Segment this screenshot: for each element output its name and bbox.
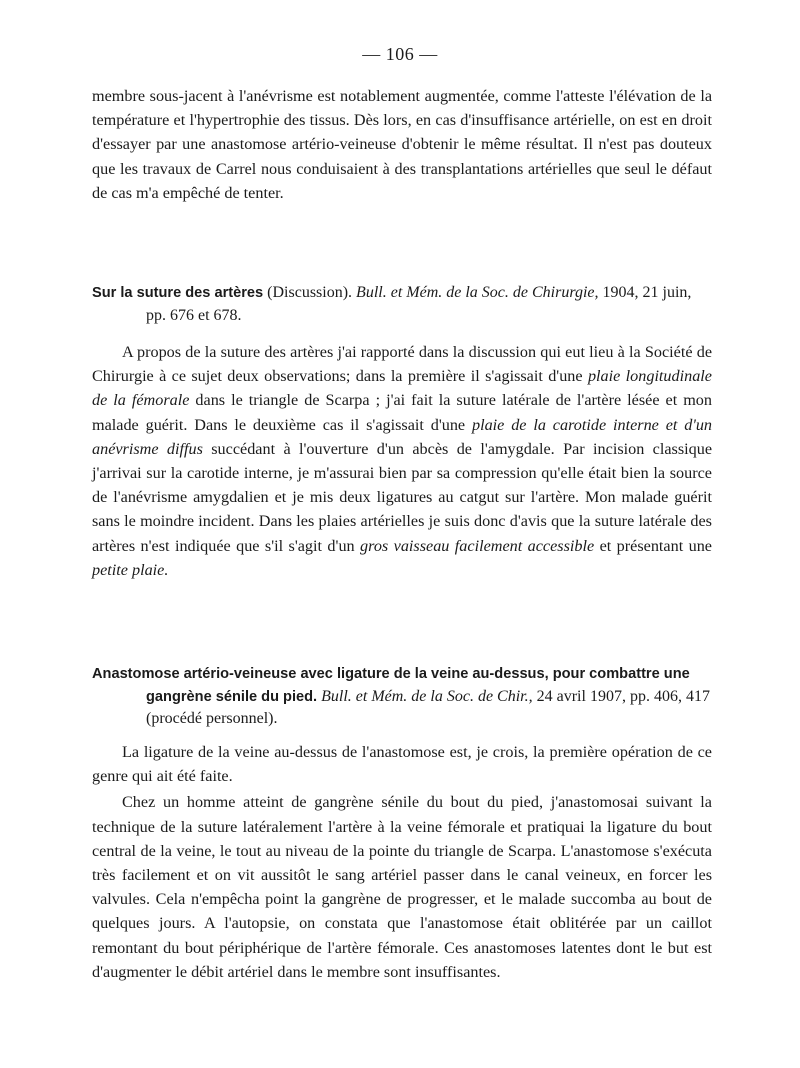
page-number: — 106 —	[362, 44, 438, 64]
section1-text-part1: A propos de la suture des artères j'ai rapporté dans la discussion qui eut lieu à la Société de Chirurgie à ce sujet deux observations; dans la première il s'agissait d'une	[92, 343, 712, 386]
section2-reference-details: 24 avril 1907, pp. 406, 417 (procédé personnel).	[146, 687, 710, 727]
section2-heading-text	[92, 663, 712, 731]
section1-title-suffix: (Discussion).	[263, 284, 357, 301]
section2-reference-journal: Bull. et Mém. de la Soc. de Chir.,	[321, 687, 533, 705]
section1-reference-journal: Bull. et Mém. de la Soc. de Chirurgie,	[356, 284, 599, 301]
section1-heading-text	[92, 282, 712, 327]
section1-reference-details: 1904, 21 juin, pp. 676 et 678.	[146, 284, 692, 324]
section1-paragraph	[92, 340, 712, 582]
intro-paragraph: membre sous-jacent à l'anévrisme est notablement augmentée, comme l'atteste l'élévation de la température et l'hypertrophie des tissus. Dès lors, en cas d'insuffisance artérielle, on est en droit d'essayer par une anastomose artério-veineuse d'obtenir le même résultat. Il n'est pas douteux que les travaux de Carrel nous conduisaient à des transplantations artérielles que seul le défaut de cas m'a empêché de tenter.	[92, 87, 712, 202]
section1-emphasis4: petite plaie.	[92, 560, 169, 579]
section1-emphasis1: plaie longitudinale de la fémorale	[92, 367, 712, 410]
section1-text-part3: succédant à l'ouverture d'un abcès de l'amygdale. Par incision classique j'arrivai sur la carotide interne, je m'assurai bien par sa compression qu'elle était bien la source de l'anévrisme amygdalien et je mis deux ligatures au catgut sur l'artère. Mon malade guérit sans le moindre incident. Dans les plaies artérielles je suis donc d'avis que la suture latérale des artères n'est indiquée que s'il s'agit d'un	[92, 439, 713, 555]
section1-text-part4: et présentant une	[594, 536, 712, 555]
section1-text-part2: dans le triangle de Scarpa ; j'ai fait la suture latérale de l'artère lésée et mon malade guérit. Dans le deuxième cas il s'agissait d'une	[92, 391, 712, 434]
section1-emphasis3: gros vaisseau facilement accessible	[360, 536, 595, 555]
section2-paragraph2: Chez un homme atteint de gangrène sénile du bout du pied, j'anastomosai suivant la technique de la suture latéralement l'artère à la veine fémorale et pratiquai la ligature du bout central de la veine, le tout au niveau de la pointe du triangle de Scarpa. L'anastomose s'exécuta très facilement et on vit aussitôt le sang artériel passer dans le canal veineux, en forcer les valvules. Cela n'empêcha point la gangrène de progresser, et le malade succomba au bout de quelques jours. A l'autopsie, on constata que l'anastomose était oblitérée par un caillot remontant du bout périphérique de l'artère fémorale. Ces anastomoses latentes dont le but est d'augmenter le débit artériel dans le membre sont insuffisantes.	[92, 793, 712, 981]
section1-heading	[92, 282, 712, 327]
section1-body	[92, 340, 712, 582]
intro-paragraph-block	[92, 84, 712, 205]
section2-heading	[92, 663, 712, 731]
section1-title: Sur la suture des artères	[92, 285, 264, 301]
section2-body	[92, 740, 712, 984]
section2-title: Anastomose artério-veineuse avec ligature de la veine au-dessus, pour combattre une gangrène sénile du pied.	[92, 666, 690, 705]
section1-emphasis2: plaie de la carotide interne et d'un anévrisme diffus	[92, 415, 713, 458]
section2-paragraph1: La ligature de la veine au-dessus de l'anastomose est, je crois, la première opération de ce genre qui ait été faite.	[92, 743, 712, 786]
